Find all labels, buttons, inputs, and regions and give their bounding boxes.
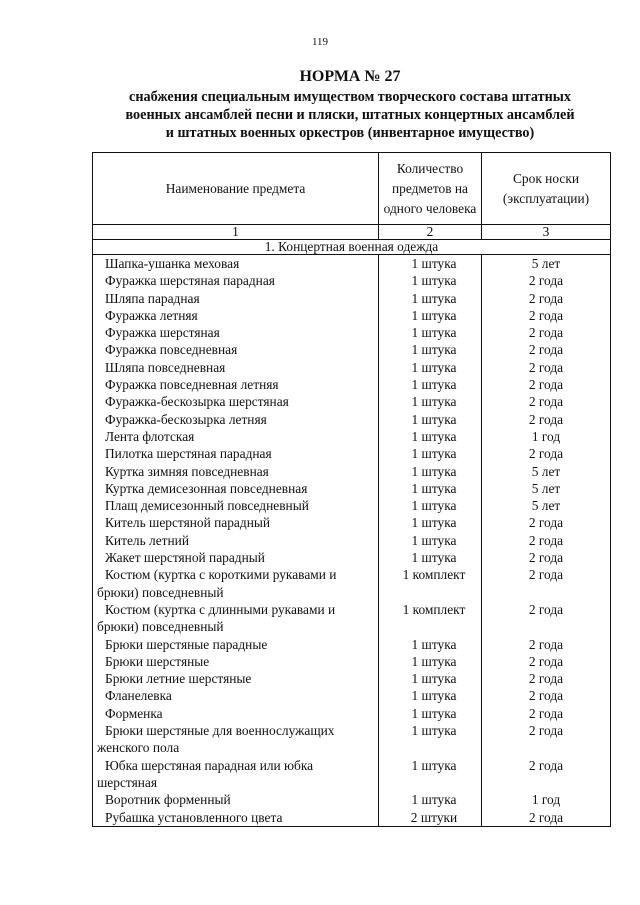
quantity-cell: 1 штука — [379, 324, 482, 341]
quantity-cell: 1 штука — [379, 757, 482, 792]
table-row — [93, 411, 611, 428]
wear-term-cell: 2 года — [482, 705, 611, 722]
quantity-cell: 1 штука — [379, 514, 482, 531]
item-name-cell: Брюки шерстяные парадные — [93, 636, 379, 653]
quantity-cell: 1 штука — [379, 670, 482, 687]
item-name-cell: Фуражка-бескозырка летняя — [93, 411, 379, 428]
quantity-cell: 1 штука — [379, 549, 482, 566]
wear-term-cell: 2 года — [482, 687, 611, 704]
item-name-cell: Брюки шерстяные для военнослужащих женского пола — [93, 722, 379, 757]
wear-term-cell: 2 года — [482, 809, 611, 827]
wear-term-cell: 2 года — [482, 324, 611, 341]
table-row — [93, 445, 611, 462]
wear-term-cell: 2 года — [482, 411, 611, 428]
wear-term-cell: 2 года — [482, 722, 611, 757]
item-name-cell: Китель летний — [93, 532, 379, 549]
item-name-cell: Китель шерстяной парадный — [93, 514, 379, 531]
wear-term-cell: 2 года — [482, 636, 611, 653]
table-row — [93, 480, 611, 497]
item-name-cell: Рубашка установленного цвета — [93, 809, 379, 827]
quantity-cell: 1 штука — [379, 393, 482, 410]
page-number: 119 — [311, 36, 329, 48]
norm-table — [92, 152, 611, 827]
wear-term-cell: 2 года — [482, 290, 611, 307]
wear-term-cell: 5 лет — [482, 463, 611, 480]
wear-term-cell: 1 год — [482, 428, 611, 445]
quantity-cell: 1 комплект — [379, 566, 482, 601]
table-row — [93, 809, 611, 827]
quantity-cell: 1 штука — [379, 532, 482, 549]
item-name-cell: Куртка зимняя повседневная — [93, 463, 379, 480]
item-name-cell: Фуражка шерстяная — [93, 324, 379, 341]
quantity-cell: 1 штука — [379, 653, 482, 670]
section-heading: 1. Концертная военная одежда — [93, 240, 611, 255]
wear-term-cell: 2 года — [482, 566, 611, 601]
item-name-cell: Фуражка повседневная летняя — [93, 376, 379, 393]
quantity-cell: 1 штука — [379, 791, 482, 808]
item-name-cell: Брюки летние шерстяные — [93, 670, 379, 687]
table-row — [93, 290, 611, 307]
table-body — [93, 255, 611, 827]
wear-term-cell: 2 года — [482, 653, 611, 670]
quantity-cell: 1 штука — [379, 307, 482, 324]
norm-subtitle-line-2: военных ансамблей песни и пляски, штатных концертных ансамблей — [125, 107, 575, 123]
quantity-cell: 1 штука — [379, 687, 482, 704]
item-name-cell: Фуражка шерстяная парадная — [93, 272, 379, 289]
table-row — [93, 376, 611, 393]
table-row — [93, 324, 611, 341]
table-row — [93, 722, 611, 757]
quantity-cell: 1 штука — [379, 376, 482, 393]
table-row — [93, 566, 611, 601]
header-wear-term: Срок носки (эксплуатации) — [482, 153, 611, 225]
item-name-cell: Фланелевка — [93, 687, 379, 704]
table-row — [93, 757, 611, 792]
quantity-cell: 1 штука — [379, 341, 482, 358]
wear-term-cell: 5 лет — [482, 255, 611, 273]
quantity-cell: 1 штука — [379, 705, 482, 722]
table-row — [93, 341, 611, 358]
table-row — [93, 393, 611, 410]
norm-heading — [90, 68, 610, 142]
table-row — [93, 653, 611, 670]
quantity-cell: 1 штука — [379, 480, 482, 497]
wear-term-cell: 1 год — [482, 791, 611, 808]
header-item-name: Наименование предмета — [93, 153, 379, 225]
item-name-cell: Плащ демисезонный повседневный — [93, 497, 379, 514]
item-name-cell: Воротник форменный — [93, 791, 379, 808]
item-name-cell: Костюм (куртка с короткими рукавами и брюки) повседневный — [93, 566, 379, 601]
norm-title: НОРМА № 27 — [299, 68, 401, 85]
table-row — [93, 791, 611, 808]
quantity-cell: 1 штука — [379, 359, 482, 376]
quantity-cell: 1 штука — [379, 636, 482, 653]
table-row — [93, 601, 611, 636]
quantity-cell: 2 штуки — [379, 809, 482, 827]
norm-subtitle-line-1: снабжения специальным имуществом творческого состава штатных — [129, 89, 571, 105]
quantity-cell: 1 штука — [379, 428, 482, 445]
table-row — [93, 636, 611, 653]
item-name-cell: Фуражка повседневная — [93, 341, 379, 358]
wear-term-cell: 5 лет — [482, 480, 611, 497]
wear-term-cell: 2 года — [482, 549, 611, 566]
quantity-cell: 1 штука — [379, 290, 482, 307]
item-name-cell: Шляпа парадная — [93, 290, 379, 307]
table-row — [93, 497, 611, 514]
quantity-cell: 1 штука — [379, 463, 482, 480]
table-row — [93, 687, 611, 704]
quantity-cell: 1 штука — [379, 722, 482, 757]
table-row — [93, 359, 611, 376]
norm-subtitle-line-3: и штатных военных оркестров (инвентарное имущество) — [165, 125, 535, 141]
table-row — [93, 670, 611, 687]
table-row — [93, 549, 611, 566]
item-name-cell: Брюки шерстяные — [93, 653, 379, 670]
column-number: 2 — [379, 225, 482, 240]
table-row — [93, 255, 611, 273]
table-row — [93, 272, 611, 289]
item-name-cell: Шляпа повседневная — [93, 359, 379, 376]
wear-term-cell: 2 года — [482, 376, 611, 393]
item-name-cell: Фуражка-бескозырка шерстяная — [93, 393, 379, 410]
item-name-cell: Пилотка шерстяная парадная — [93, 445, 379, 462]
table-row — [93, 514, 611, 531]
wear-term-cell: 2 года — [482, 393, 611, 410]
item-name-cell: Юбка шерстяная парадная или юбка шерстяная — [93, 757, 379, 792]
table-row — [93, 307, 611, 324]
wear-term-cell: 2 года — [482, 670, 611, 687]
item-name-cell: Лента флотская — [93, 428, 379, 445]
wear-term-cell: 2 года — [482, 272, 611, 289]
wear-term-cell: 2 года — [482, 514, 611, 531]
quantity-cell: 1 штука — [379, 445, 482, 462]
column-number: 3 — [482, 225, 611, 240]
wear-term-cell: 2 года — [482, 757, 611, 792]
wear-term-cell: 5 лет — [482, 497, 611, 514]
quantity-cell: 1 штука — [379, 411, 482, 428]
table-row — [93, 428, 611, 445]
column-number: 1 — [93, 225, 379, 240]
quantity-cell: 1 комплект — [379, 601, 482, 636]
wear-term-cell: 2 года — [482, 445, 611, 462]
item-name-cell: Куртка демисезонная повседневная — [93, 480, 379, 497]
wear-term-cell: 2 года — [482, 307, 611, 324]
wear-term-cell: 2 года — [482, 601, 611, 636]
item-name-cell: Фуражка летняя — [93, 307, 379, 324]
quantity-cell: 1 штука — [379, 255, 482, 273]
quantity-cell: 1 штука — [379, 497, 482, 514]
table-row — [93, 463, 611, 480]
wear-term-cell: 2 года — [482, 532, 611, 549]
wear-term-cell: 2 года — [482, 341, 611, 358]
item-name-cell: Форменка — [93, 705, 379, 722]
header-quantity: Количество предметов на одного человека — [379, 153, 482, 225]
item-name-cell: Жакет шерстяной парадный — [93, 549, 379, 566]
table-row — [93, 705, 611, 722]
item-name-cell: Шапка-ушанка меховая — [93, 255, 379, 273]
item-name-cell: Костюм (куртка с длинными рукавами и брюки) повседневный — [93, 601, 379, 636]
quantity-cell: 1 штука — [379, 272, 482, 289]
table-row — [93, 532, 611, 549]
wear-term-cell: 2 года — [482, 359, 611, 376]
